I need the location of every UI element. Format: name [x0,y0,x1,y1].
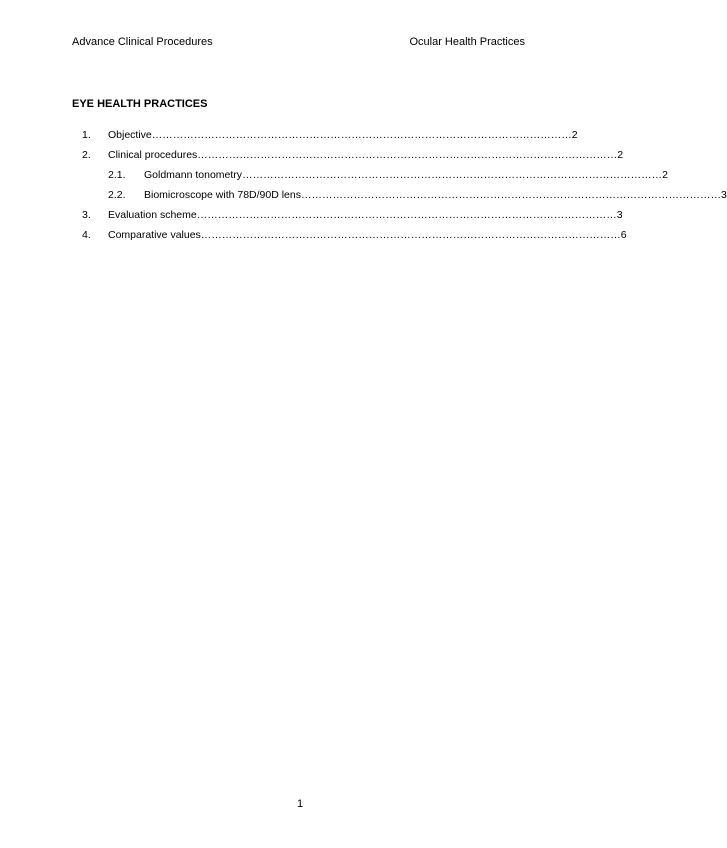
toc-entry-label: Objective [108,129,152,141]
toc-entry-biomicroscope[interactable] [72,188,727,208]
toc-entry-page: 2 [662,169,668,181]
toc-entry-page: 2 [617,149,624,161]
toc-entry-clinical-procedures[interactable] [72,148,624,168]
toc-entry-number: 4. [82,229,91,241]
page-header [72,36,525,50]
toc-entry-page: 2 [571,129,578,141]
toc-leader-dots: ………………………………………………………………………………………………………… [196,209,617,221]
toc-leader-dots: ………………………………………………………………………………………………………… [301,189,721,201]
toc-entry-label: Comparative values [108,229,201,241]
header-right-text: Ocular Health Practices [409,36,525,48]
toc-entry-objective[interactable] [72,128,578,148]
toc-entry-page: 3 [721,189,727,201]
toc-entry-page: 6 [620,229,627,241]
toc-entry-page: 3 [616,209,623,221]
toc-leader-dots: ………………………………………………………………………………………………………… [200,229,621,241]
toc-entry-number: 2.1. [108,169,126,181]
toc-entry-label: Evaluation scheme [108,209,197,221]
toc-entry-comparative-values[interactable] [72,228,627,248]
page-number: 1 [296,798,304,810]
toc-entry-label: Goldmann tonometry [144,169,243,181]
table-of-contents [72,128,727,248]
toc-leader-dots: ………………………………………………………………………………………………………… [197,149,618,161]
toc-leader-dots: ………………………………………………………………………………………………………… [242,169,663,181]
toc-entry-label: Clinical procedures [108,149,198,161]
toc-entry-number: 1. [82,129,91,141]
header-left-text: Advance Clinical Procedures [72,36,213,48]
document-title: EYE HEALTH PRACTICES [72,98,208,110]
toc-entry-goldmann-tonometry[interactable] [72,168,668,188]
toc-entry-label: Biomicroscope with 78D/90D lens [144,189,301,201]
toc-entry-number: 2.2. [108,189,126,201]
toc-entry-number: 3. [82,209,91,221]
toc-entry-evaluation-scheme[interactable] [72,208,623,228]
toc-entry-number: 2. [82,149,91,161]
toc-leader-dots: ………………………………………………………………………………………………………… [151,129,572,141]
